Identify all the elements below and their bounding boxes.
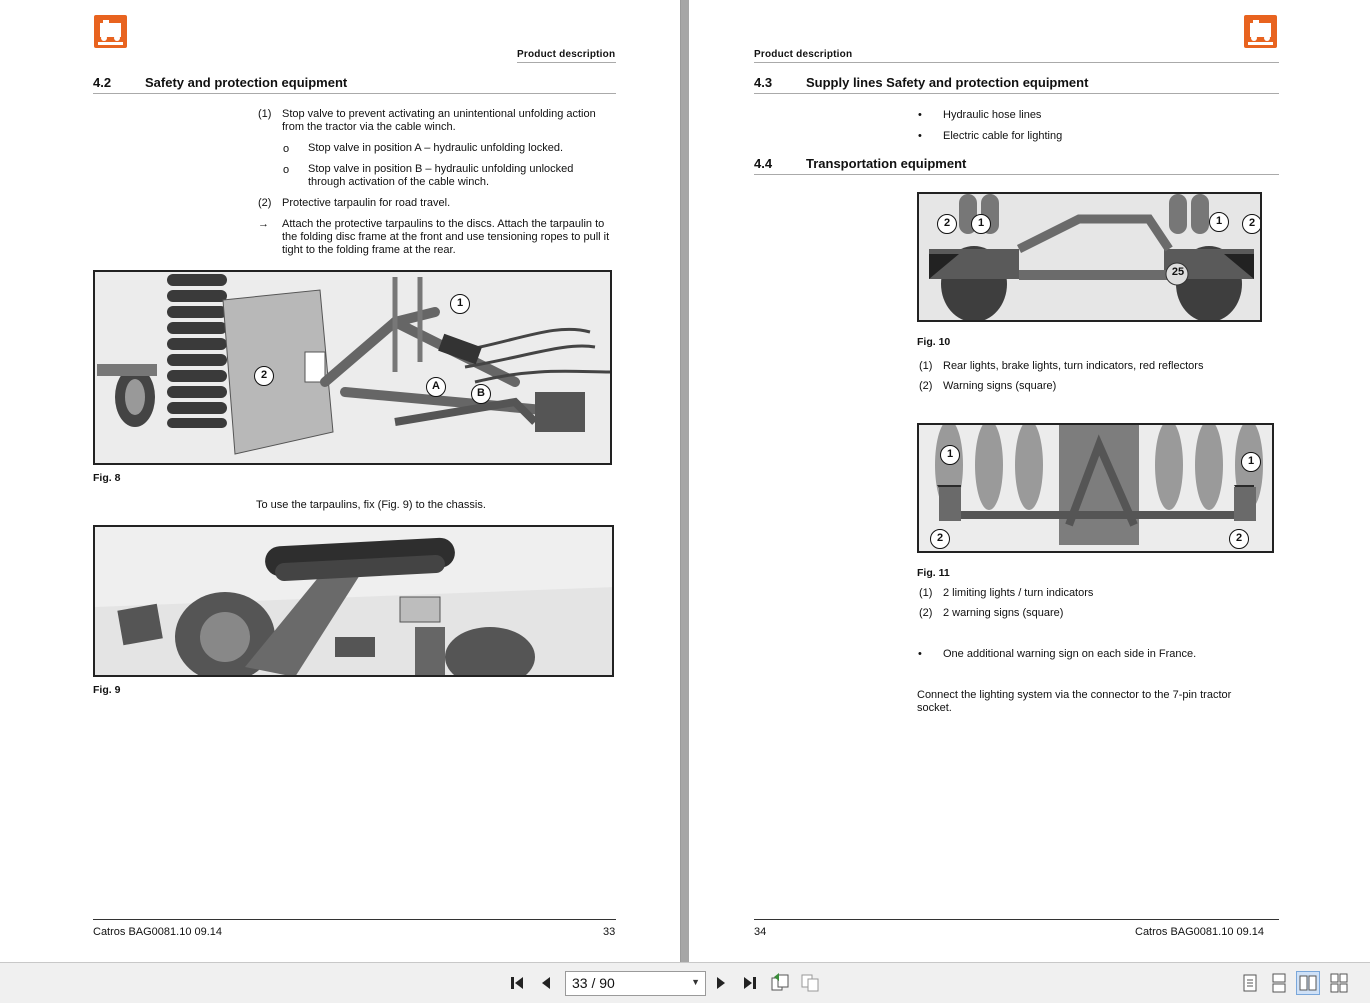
facing-pages-icon bbox=[1298, 973, 1318, 993]
forward-view-icon bbox=[799, 972, 821, 994]
fig11-callout: 1 bbox=[1241, 452, 1261, 472]
amazone-logo bbox=[94, 15, 127, 48]
back-view-button[interactable] bbox=[768, 971, 792, 995]
figure-9-label: Fig. 9 bbox=[93, 684, 121, 696]
tarpaulin-note: To use the tarpaulins, fix (Fig. 9) to the chassis. bbox=[256, 499, 486, 511]
section-heading-4-3: 4.3 Supply lines Safety and protection equipment bbox=[754, 75, 1089, 90]
fig11-callout: 2 bbox=[930, 529, 950, 549]
fig10-speed-sign: 25 bbox=[1171, 266, 1185, 278]
bullet-text: One additional warning sign on each side in France. bbox=[943, 648, 1197, 660]
connect-note: Connect the lighting system via the connector to the 7-pin tractor socket. bbox=[917, 689, 1232, 714]
continuous-facing-view-button[interactable] bbox=[1327, 971, 1351, 995]
page-footer-right: Catros BAG0081.10 09.14 bbox=[1135, 926, 1265, 938]
figure-10-label: Fig. 10 bbox=[917, 336, 951, 348]
next-page-button[interactable] bbox=[709, 971, 733, 995]
item-marker: → bbox=[258, 218, 269, 230]
amazone-logo bbox=[1244, 15, 1277, 48]
forward-view-button[interactable] bbox=[798, 971, 822, 995]
item-marker: (1) bbox=[919, 360, 933, 372]
facing-view-button[interactable] bbox=[1296, 971, 1320, 995]
single-page-icon bbox=[1241, 973, 1259, 993]
fig10-callout: 2 bbox=[1242, 214, 1262, 234]
first-page-icon bbox=[509, 974, 527, 992]
page-number: 33 bbox=[603, 926, 616, 938]
item-text: Warning signs (square) bbox=[943, 380, 1057, 392]
page-footer-left: Catros BAG0081.10 09.14 bbox=[93, 926, 223, 938]
item-text: Stop valve to prevent activating an unintentional unfolding action from the tractor via the cable winch. bbox=[282, 108, 596, 133]
item-marker: (2) bbox=[258, 197, 272, 209]
page-header-label: Product description bbox=[517, 49, 616, 60]
item-marker: o bbox=[283, 143, 290, 155]
fig8-callout-2: 2 bbox=[254, 366, 274, 386]
page-number: 34 bbox=[754, 926, 767, 938]
item-marker: (1) bbox=[919, 587, 933, 599]
next-page-icon bbox=[712, 974, 730, 992]
page-header-label: Product description bbox=[754, 49, 853, 60]
item-marker: (1) bbox=[258, 108, 272, 120]
bullet-marker: • bbox=[918, 130, 922, 142]
item-text: Stop valve in position B – hydraulic unfolding unlocked through activation of the cable winch. bbox=[308, 163, 574, 188]
item-marker: (2) bbox=[919, 607, 933, 619]
continuous-view-button[interactable] bbox=[1267, 971, 1291, 995]
fig11-callout: 1 bbox=[940, 445, 960, 465]
figure-11 bbox=[917, 423, 1274, 553]
figure-9 bbox=[93, 525, 614, 677]
last-page-icon bbox=[740, 974, 758, 992]
fig8-callout-1: 1 bbox=[450, 294, 470, 314]
item-text: 2 warning signs (square) bbox=[943, 607, 1064, 619]
fig8-callout-a: A bbox=[426, 377, 446, 397]
item-marker: (2) bbox=[919, 380, 933, 392]
figure-11-label: Fig. 11 bbox=[917, 567, 950, 579]
fig10-callout: 1 bbox=[971, 214, 991, 234]
viewer-toolbar bbox=[0, 962, 1370, 1003]
figure-10 bbox=[917, 192, 1262, 322]
bullet-text: Hydraulic hose lines bbox=[943, 109, 1042, 121]
continuous-page-icon bbox=[1270, 973, 1288, 993]
item-text: Protective tarpaulin for road travel. bbox=[282, 197, 451, 209]
item-marker: o bbox=[283, 164, 290, 176]
fig11-callout: 2 bbox=[1229, 529, 1249, 549]
last-page-button[interactable] bbox=[737, 971, 761, 995]
page-number-input[interactable]: 33 / 90 ▼ bbox=[565, 971, 706, 996]
item-text: Attach the protective tarpaulins to the discs. Attach the tarpaulin to the folding disc frame at the front and use tensioning ropes to pull it tight to the folding frame at the rear. bbox=[282, 218, 610, 256]
fig8-callout-b: B bbox=[471, 384, 491, 404]
single-page-view-button[interactable] bbox=[1238, 971, 1262, 995]
previous-page-button[interactable] bbox=[534, 971, 558, 995]
back-view-icon bbox=[769, 972, 791, 994]
page-34 bbox=[689, 0, 1370, 962]
figure-8-label: Fig. 8 bbox=[93, 472, 121, 484]
first-page-button[interactable] bbox=[506, 971, 530, 995]
bullet-marker: • bbox=[918, 109, 922, 121]
section-heading-4-4: 4.4 Transportation equipment bbox=[754, 156, 967, 171]
item-text: Stop valve in position A – hydraulic unfolding locked. bbox=[308, 142, 563, 154]
continuous-facing-icon bbox=[1329, 973, 1349, 993]
item-text: Rear lights, brake lights, turn indicators, red reflectors bbox=[943, 360, 1204, 372]
section-heading-4-2: 4.2 Safety and protection equipment bbox=[93, 75, 348, 90]
chevron-down-icon[interactable]: ▼ bbox=[691, 977, 700, 987]
figure-8 bbox=[93, 270, 612, 465]
previous-page-icon bbox=[537, 974, 555, 992]
bullet-marker: • bbox=[918, 648, 922, 660]
bullet-text: Electric cable for lighting bbox=[943, 130, 1063, 142]
item-text: 2 limiting lights / turn indicators bbox=[943, 587, 1094, 599]
page-33 bbox=[0, 0, 680, 962]
fig10-callout: 2 bbox=[937, 214, 957, 234]
fig10-callout: 1 bbox=[1209, 212, 1229, 232]
page-gutter bbox=[681, 0, 689, 962]
